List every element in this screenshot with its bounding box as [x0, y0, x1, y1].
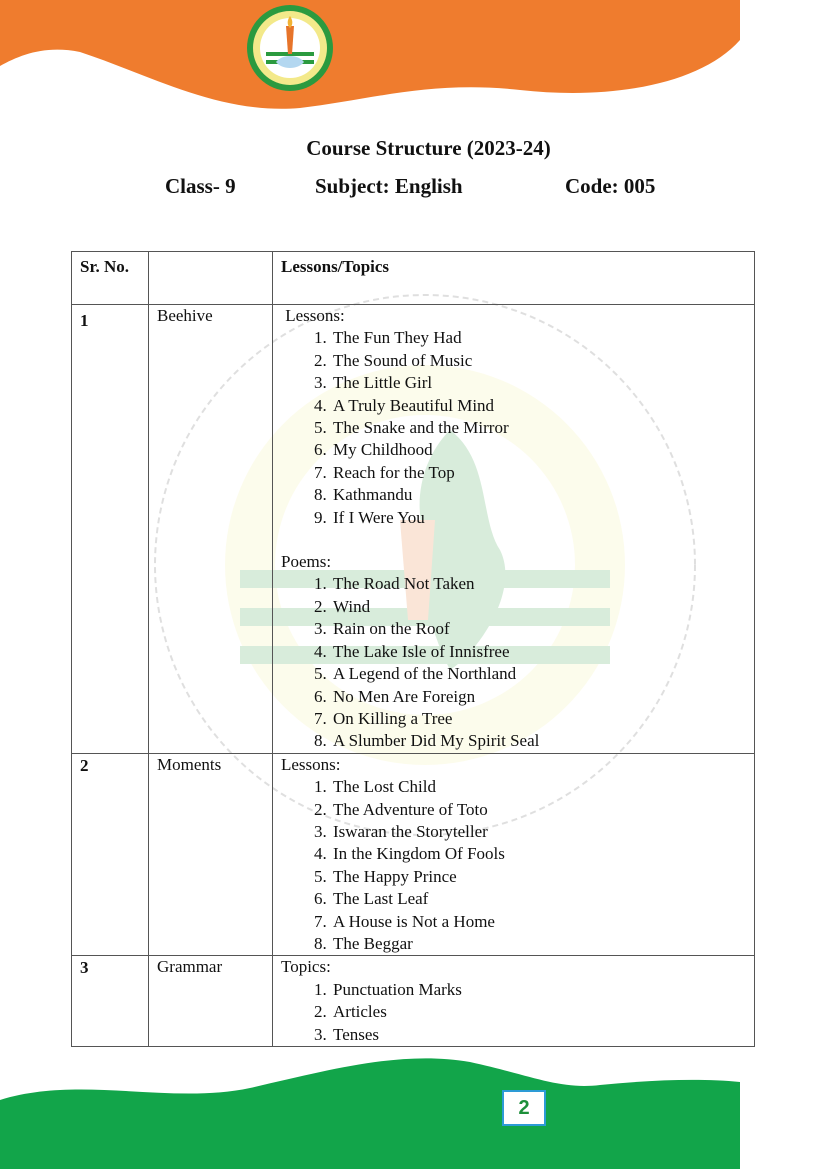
list-item: 6. The Last Leaf	[331, 888, 746, 910]
list-item: 5. The Snake and the Mirror	[331, 417, 746, 439]
list-item: 6. My Childhood	[331, 439, 746, 461]
row-book: Grammar	[149, 956, 273, 1047]
table-row	[72, 753, 755, 956]
list-item: 1. The Fun They Had	[331, 327, 746, 349]
footer-green-wave	[0, 1050, 827, 1169]
list-item: 7. On Killing a Tree	[331, 708, 746, 730]
list-item: 2. The Adventure of Toto	[331, 799, 746, 821]
lessons-list	[281, 776, 746, 955]
row-book: Moments	[149, 753, 273, 956]
list-item: 8. Kathmandu	[331, 484, 746, 506]
lessons-label: Lessons:	[281, 754, 341, 774]
list-item: 3. Rain on the Roof	[331, 618, 746, 640]
row-sr: 3	[72, 956, 149, 1047]
list-item: 2. The Sound of Music	[331, 350, 746, 372]
poems-label: Poems:	[281, 552, 332, 572]
board-logo	[246, 4, 334, 92]
header-orange-wave	[0, 0, 827, 120]
list-item: 8. A Slumber Did My Spirit Seal	[331, 730, 746, 752]
course-table	[71, 251, 755, 1047]
list-item: 5. The Happy Prince	[331, 866, 746, 888]
list-item: 2. Wind	[331, 596, 746, 618]
table-row	[72, 956, 755, 1047]
code-label: Code: 005	[565, 174, 656, 198]
row-contents	[273, 305, 755, 754]
subject-label: Subject: English	[315, 174, 463, 198]
list-item: 4. The Lake Isle of Innisfree	[331, 641, 746, 663]
list-item: 8. The Beggar	[331, 933, 746, 955]
list-item: 1. Punctuation Marks	[331, 979, 746, 1001]
table-header-row	[72, 252, 755, 305]
table-row	[72, 305, 755, 754]
topics-label: Topics:	[281, 957, 331, 977]
topics-list	[281, 979, 746, 1046]
list-item: 7. Reach for the Top	[331, 462, 746, 484]
list-item: 7. A House is Not a Home	[331, 911, 746, 933]
list-item: 3. Tenses	[331, 1024, 746, 1046]
header-sr-no: Sr. No.	[72, 252, 149, 305]
list-item: 6. No Men Are Foreign	[331, 686, 746, 708]
list-item: 3. The Little Girl	[331, 372, 746, 394]
list-item: 5. A Legend of the Northland	[331, 663, 746, 685]
row-sr: 1	[72, 305, 149, 754]
row-sr: 2	[72, 753, 149, 956]
page-title: Course Structure (2023-24)	[306, 136, 551, 160]
row-contents	[273, 753, 755, 956]
list-item: 2. Articles	[331, 1001, 746, 1023]
list-item: 1. The Road Not Taken	[331, 573, 746, 595]
list-item: 4. A Truly Beautiful Mind	[331, 395, 746, 417]
class-label: Class- 9	[165, 174, 236, 198]
list-item: 1. The Lost Child	[331, 776, 746, 798]
row-contents	[273, 956, 755, 1047]
header-lessons-topics: Lessons/Topics	[273, 252, 755, 305]
page-number: 2	[502, 1090, 546, 1126]
list-item: 3. Iswaran the Storyteller	[331, 821, 746, 843]
list-item: 4. In the Kingdom Of Fools	[331, 843, 746, 865]
lessons-label: Lessons:	[281, 306, 345, 325]
poems-list	[281, 573, 746, 752]
row-book: Beehive	[149, 305, 273, 754]
list-item: 9. If I Were You	[331, 507, 746, 529]
lessons-list	[281, 327, 746, 529]
header-book	[149, 252, 273, 305]
